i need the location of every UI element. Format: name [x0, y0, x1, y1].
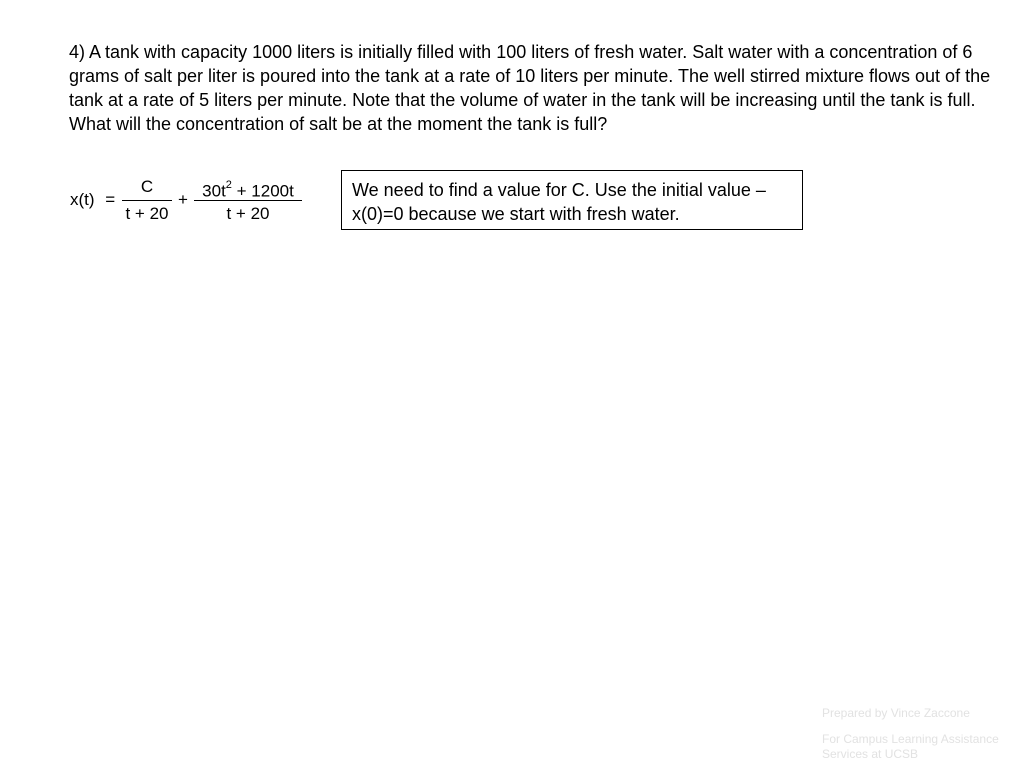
- plus-sign: +: [178, 190, 188, 209]
- footer-author: Prepared by Vince Zaccone: [822, 706, 970, 720]
- numerator-exponent: 2: [225, 179, 232, 191]
- fraction-bar: [122, 200, 172, 201]
- fraction-numerator: C: [140, 177, 154, 196]
- fraction-polynomial-over-t-plus-20: [194, 176, 302, 225]
- problem-statement: 4) A tank with capacity 1000 liters is initially filled with 100 liters of fresh water. Salt water with a concentration of 6 grams of salt per liter is poured into the tank at a rate of 10 liters per minute. The well stirred mixture flows out of the tank at a rate of 5 liters per minute. Note that the volume of water in the tank will be increasing until the tank is full. What will the concentration of salt be at the moment the tank is full?: [69, 42, 991, 134]
- equals-sign: =: [105, 190, 116, 209]
- fraction-denominator: t + 20: [125, 204, 169, 223]
- equation-lhs: [70, 190, 115, 210]
- numerator-rest: + 1200t: [231, 181, 294, 201]
- numerator-base: 30t: [202, 181, 226, 201]
- fraction-denominator: t + 20: [226, 204, 270, 223]
- footer-organization: For Campus Learning Assistance Services at UCSB: [822, 732, 999, 761]
- fraction-numerator: [194, 176, 302, 201]
- fraction-c-over-t-plus-20: [122, 176, 172, 225]
- hint-note-text: We need to find a value for C. Use the initial value – x(0)=0 because we start with fresh water.: [352, 180, 766, 224]
- equation-function: x(t): [70, 190, 95, 209]
- hint-note-box: [341, 170, 803, 230]
